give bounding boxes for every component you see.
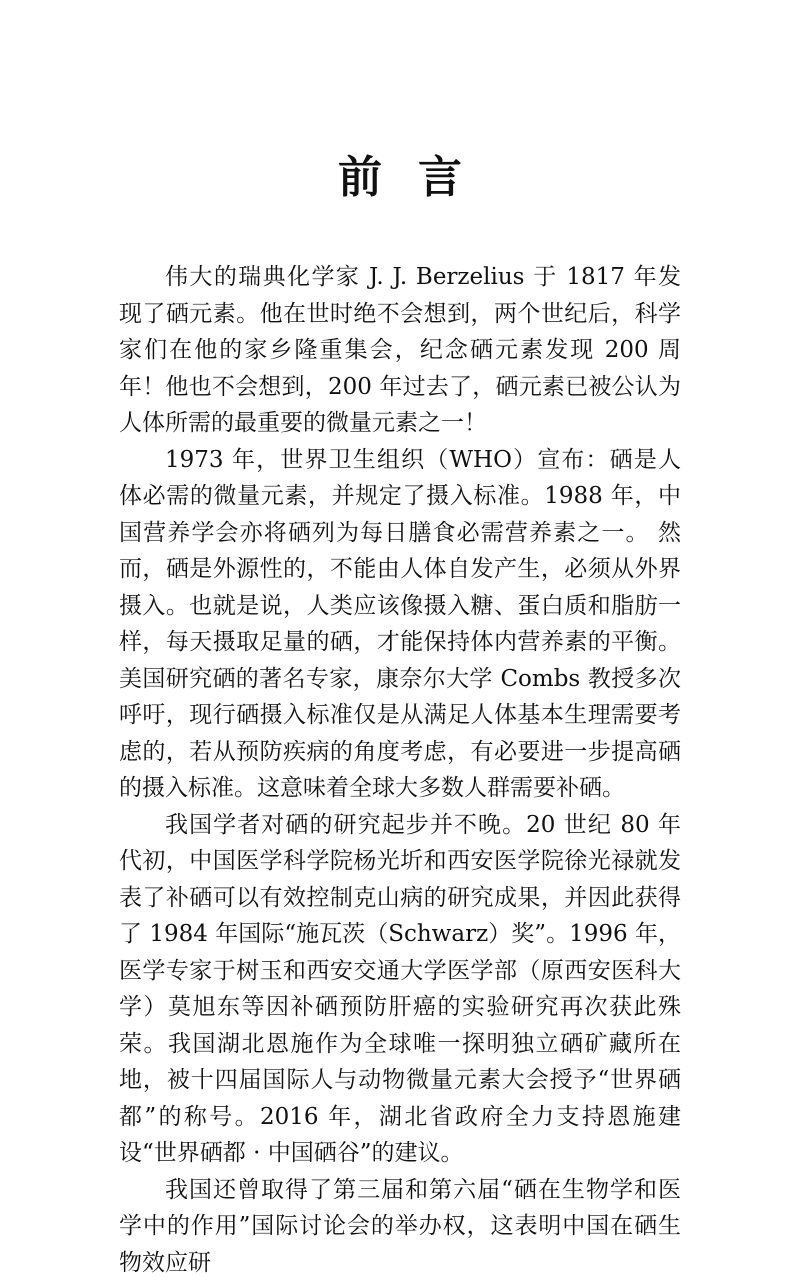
paragraph: 我国还曾取得了第三届和第六届“硒在生物学和医学中的作用”国际讨论会的举办权，这表明中国在硒生物效应研	[119, 1172, 681, 1281]
paragraph: 我国学者对硒的研究起步并不晚。20 世纪 80 年代初，中国医学科学院杨光圻和西安医学院徐光禄就发表了补硒可以有效控制克山病的研究成果，并因此获得了 1984 年国际“施瓦茨（Schwarz）奖”。1996 年，医学专家于树玉和西安交通大学医学部（原西安医科大学）莫旭东等因补硒预防肝癌的实验研究再次获此殊荣。我国湖北恩施作为全球唯一探明独立硒矿藏所在地，被十四届国际人与动物微量元素大会授予“世界硒都”的称号。2016 年，湖北省政府全力支持恩施建设“世界硒都 · 中国硒谷”的建议。	[119, 807, 681, 1172]
paragraph: 伟大的瑞典化学家 J. J. Berzelius 于 1817 年发现了硒元素。他在世时绝不会想到，两个世纪后，科学家们在他的家乡隆重集会，纪念硒元素发现 200 周年！他也不会想到，200 年过去了，硒元素已被公认为人体所需的最重要的微量元素之一！	[119, 259, 681, 442]
paragraph: 1973 年，世界卫生组织（WHO）宣布：硒是人体必需的微量元素，并规定了摄入标准。1988 年，中国营养学会亦将硒列为每日膳食必需营养素之一。 然而，硒是外源性的，不能由人体自发产生，必须从外界摄入。也就是说，人类应该像摄入糖、蛋白质和脂肪一样，每天摄取足量的硒，才能保持体内营养素的平衡。美国研究硒的著名专家，康奈尔大学 Combs 教授多次呼吁，现行硒摄入标准仅是从满足人体基本生理需要考虑的，若从预防疾病的角度考虑，有必要进一步提高硒的摄入标准。这意味着全球大多数人群需要补硒。	[119, 442, 681, 807]
page-title: 前言	[0, 150, 800, 206]
body-text	[119, 259, 681, 1281]
